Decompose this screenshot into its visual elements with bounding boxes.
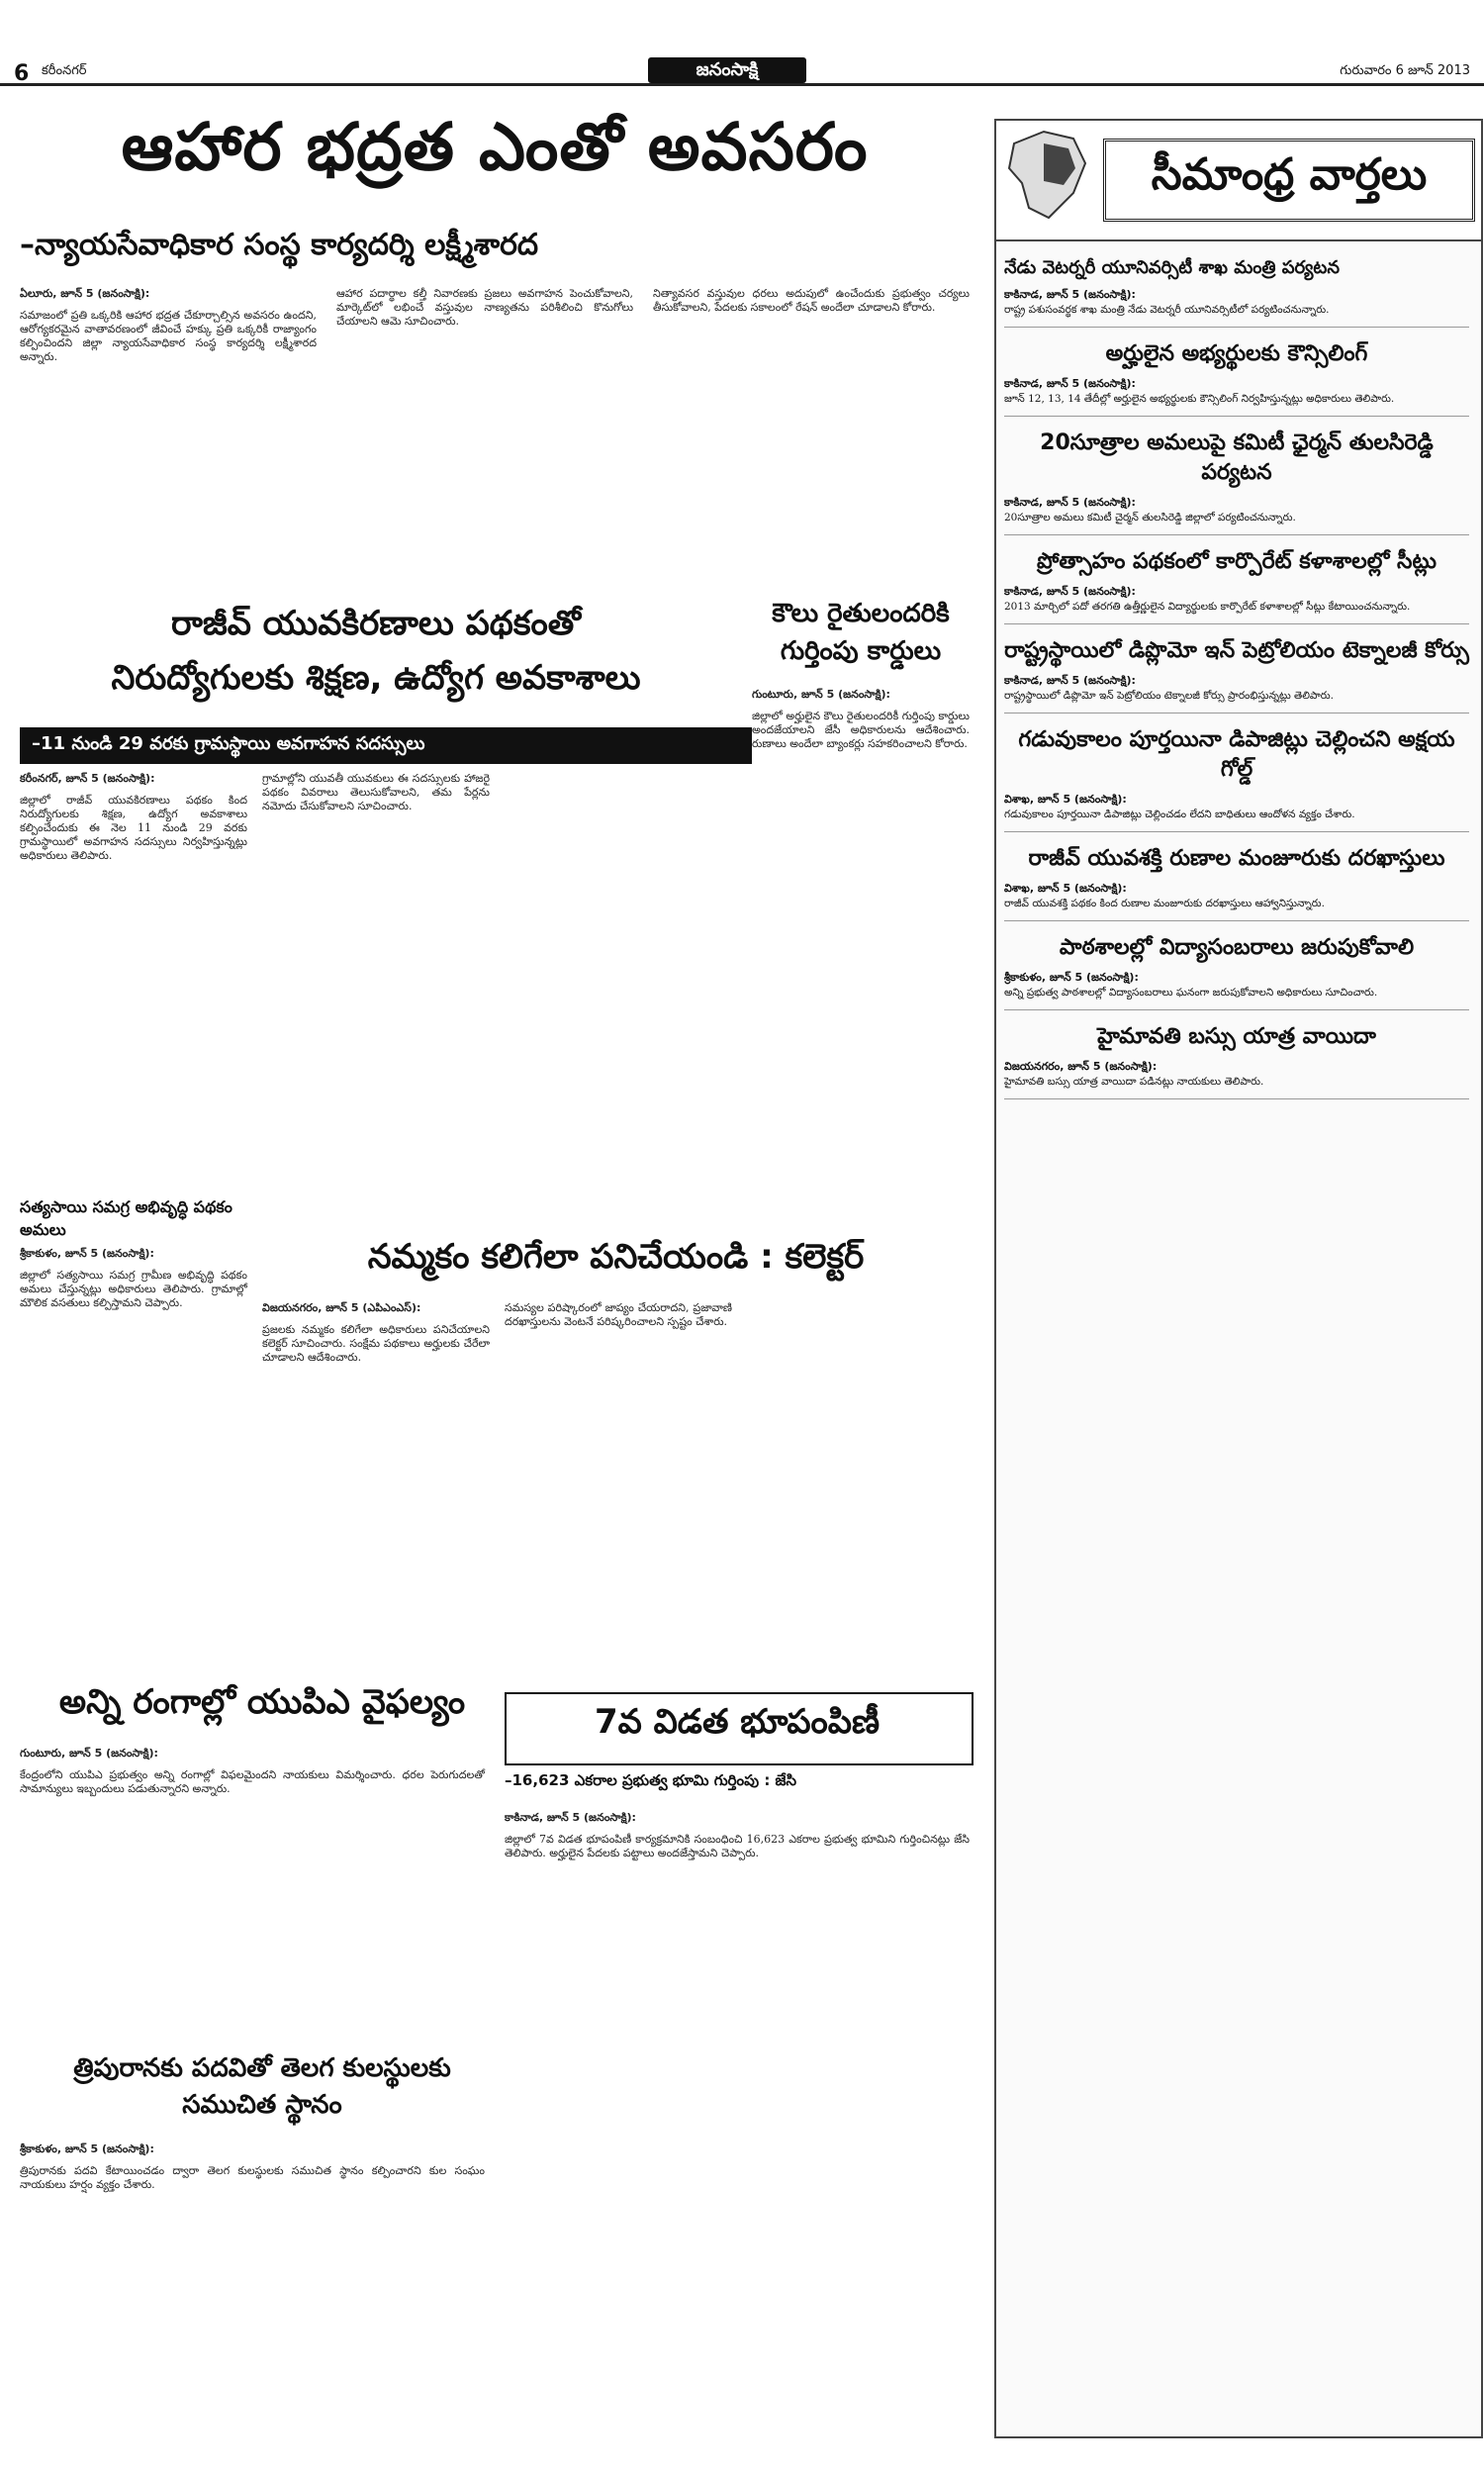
sidebar-story-headline: గడువుకాలం పూర్తయినా డిపాజిట్లు చెల్లించని అక్షయ గోల్డ్: [1018, 727, 1455, 782]
tripurana-body: [20, 2142, 485, 2429]
sidebar-story-headline: రాజీవ్ యువశక్తి రుణాల మంజూరుకు దరఖాస్తులు: [1028, 846, 1445, 871]
koulu-headline-1: కౌలు రైతులందరికి: [772, 599, 950, 628]
bhoomi-headline: 7వ విడత భూపంపిణీ: [594, 1702, 881, 1742]
collector-col-1: [262, 1301, 490, 1628]
upa-dateline: గుంటూరు, జూన్ 5 (జనంసాక్షి):: [20, 1747, 158, 1760]
sidebar-story-dateline: కాకినాడ, జూన్ 5 (జనంసాక్షి):: [1004, 585, 1136, 598]
lead-headline: ఆహార భద్రత ఎంతో అవసరం: [121, 109, 869, 185]
lead-paragraph: నిత్యావసర వస్తువుల ధరలు అదుపులో ఉంచేందుకు ప్రభుత్వం చర్యలు తీసుకోవాలని, పేదలకు సకాలంలో రేషన్ అందేలా చూడాలని కోరారు.: [653, 287, 970, 314]
sidebar-story-text: రాష్ట్ర పశుసంవర్థక శాఖ మంత్రి నేడు వెటర్నరీ యూనివర్సిటీలో పర్యటించనున్నారు.: [1004, 304, 1330, 316]
rajiv-col-2: [262, 772, 490, 1188]
tripurana-paragraph: త్రిపురానకు పదవి కేటాయించడం ద్వారా తెలగ కులస్థులకు సముచిత స్థానం కల్పించారని కుల సంఘం నాయకులు హర్షం వ్యక్తం చేశారు.: [20, 2164, 485, 2191]
sidebar-story: [1004, 257, 1469, 328]
sidebar-story-headline: అర్హులైన అభ్యర్థులకు కౌన్సిలింగ్: [1105, 341, 1368, 366]
koulu-dateline: గుంటూరు, జూన్ 5 (జనంసాక్షి):: [752, 688, 890, 701]
upa-body: [20, 1747, 485, 2044]
tripurana-headline-2: సముచిత స్థానం: [182, 2090, 342, 2120]
tripurana-headline-1: త్రిపురానకు పదవితో తెలగ కులస్థులకు: [73, 2053, 451, 2083]
sidebar-story: [1004, 549, 1469, 624]
sidebar-story-dateline: విజయనగరం, జూన్ 5 (జనంసాక్షి):: [1004, 1060, 1158, 1073]
rajiv-headline-2: నిరుద్యోగులకు శిక్షణ, ఉద్యోగ అవకాశాలు: [111, 658, 641, 698]
andhra-map-icon: [1004, 124, 1093, 228]
sidebar-story-text: 20సూత్రాల అమలు కమిటీ చైర్మన్ తులసిరెడ్డి జిల్లాలో పర్యటించనున్నారు.: [1004, 512, 1296, 523]
lead-dateline: ఏలూరు, జూన్ 5 (జనంసాక్షి):: [20, 287, 150, 300]
upa-paragraph: కేంద్రంలోని యుపిఎ ప్రభుత్వం అన్ని రంగాల్లో విఫలమైందని నాయకులు విమర్శించారు. ధరల పెరుగుదలతో సామాన్యులు ఇబ్బందులు పడుతున్నారని అన్నారు.: [20, 1768, 485, 1795]
upa-headline: అన్ని రంగాల్లో యుపిఎ వైఫల్యం: [58, 1682, 466, 1722]
bhoomi-dateline: కాకినాడ, జూన్ 5 (జనంసాక్షి):: [505, 1811, 636, 1824]
satyasai-body: [20, 1247, 247, 1643]
lead-col-1: [20, 287, 317, 623]
sidebar-story: [1004, 430, 1469, 535]
lead-paragraph: సమాజంలో ప్రతి ఒక్కరికి ఆహార భద్రత చేకూర్చాల్సిన అవసరం ఉందని, ఆరోగ్యకరమైన వాతావరణంలో జీవించే హక్కు ప్రతి ఒక్కరికీ రాజ్యాంగం కల్పించిందని జిల్లా న్యాయసేవాధికార సంస్థ కార్యదర్శి లక్ష్మీశారద అన్నారు.: [20, 309, 317, 363]
lead-subhead: –న్యాయసేవాధికార సంస్థ కార్యదర్శి లక్ష్మీశారద: [20, 228, 539, 262]
collector-headline: నమ్మకం కలిగేలా పనిచేయండి : కలెక్టర్: [367, 1237, 865, 1277]
rajiv-bar: –11 నుండి 29 వరకు గ్రామస్థాయి అవగాహన సదస్సులు: [20, 727, 752, 764]
sidebar-stories: [1004, 257, 1469, 2425]
rajiv-headline-1: రాజీవ్ యువకిరణాలు పథకంతో: [171, 604, 581, 643]
rajiv-dateline: కరీంనగర్, జూన్ 5 (జనంసాక్షి):: [20, 772, 155, 785]
sidebar-story-headline: రాష్ట్రస్థాయిలో డిప్లొమో ఇన్ పెట్రోలియం టెక్నాలజీ కోర్సు: [1004, 638, 1469, 663]
bhoomi-paragraph: జిల్లాలో 7వ విడత భూపంపిణీ కార్యక్రమానికి సంబంధించి 16,623 ఎకరాల ప్రభుత్వ భూమిని గుర్తించినట్లు జేసి తెలిపారు. అర్హులైన పేదలకు పట్టాలు అందజేస్తామని చెప్పారు.: [505, 1833, 970, 1859]
sidebar-story-text: రాజీవ్ యువశక్తి పథకం కింద రుణాల మంజూరుకు దరఖాస్తులు ఆహ్వానిస్తున్నారు.: [1004, 898, 1325, 909]
edition-city: కరీంనగర్: [42, 63, 87, 78]
sidebar-story: [1004, 1024, 1469, 1099]
lead-paragraph: ఆహార పదార్థాల కల్తీ నివారణకు ప్రజలు అవగాహన పెంచుకోవాలని, మార్కెట్‌లో లభించే వస్తువుల నాణ్యతను పరిశీలించి కొనుగోలు చేయాలని ఆమె సూచించారు.: [336, 287, 633, 328]
sidebar-story-headline: నేడు వెటర్నరీ యూనివర్సిటీ శాఖ మంత్రి పర్యటన: [1004, 257, 1340, 278]
koulu-headline-2: గుర్తింపు కార్డులు: [780, 636, 942, 666]
rajiv-paragraph: గ్రామాల్లోని యువతీ యువకులు ఈ సదస్సులకు హాజరై పథకం వివరాలు తెలుసుకోవాలని, తమ పేర్లను నమోదు చేసుకోవాలని సూచించారు.: [262, 772, 490, 812]
sidebar-story-dateline: కాకినాడ, జూన్ 5 (జనంసాక్షి):: [1004, 674, 1136, 687]
sidebar-story-dateline: శ్రీకాకుళం, జూన్ 5 (జనంసాక్షి):: [1004, 971, 1139, 984]
sidebar-story-dateline: కాకినాడ, జూన్ 5 (జనంసాక్షి):: [1004, 288, 1136, 301]
sidebar-story-headline: 20సూత్రాల అమలుపై కమిటీ ఛైర్మన్ తులసిరెడ్డి పర్యటన: [1040, 430, 1434, 485]
sidebar-story-headline: ప్రోత్సాహం పథకంలో కార్పొరేట్ కళాశాలల్లో సీట్లు: [1036, 549, 1438, 574]
lead-col-3: [653, 287, 970, 623]
rajiv-paragraph: జిల్లాలో రాజీవ్ యువకిరణాలు పథకం కింద నిరుద్యోగులకు శిక్షణ, ఉద్యోగ అవకాశాలు కల్పించేందుకు ఈ నెల 11 నుండి 29 వరకు గ్రామస్థాయిలో అవగాహన సదస్సులు నిర్వహిస్తున్నట్లు అధికారులు తెలిపారు.: [20, 794, 247, 862]
sidebar-story-text: అన్ని ప్రభుత్వ పాఠశాలల్లో విద్యాసంబరాలు ఘనంగా జరుపుకోవాలని అధికారులు సూచించారు.: [1004, 987, 1378, 999]
issue-date: గురువారం 6 జూన్ 2013: [1340, 63, 1470, 78]
sidebar-story: [1004, 846, 1469, 921]
bhoomi-subhead: –16,623 ఎకరాల ప్రభుత్వ భూమి గుర్తింపు : జేసి: [505, 1771, 797, 1789]
sidebar-story-dateline: కాకినాడ, జూన్ 5 (జనంసాక్షి):: [1004, 496, 1136, 509]
masthead-logo: జనంసాక్షి: [648, 57, 806, 83]
tripurana-dateline: శ్రీకాకుళం, జూన్ 5 (జనంసాక్షి):: [20, 2142, 154, 2155]
satyasai-headline: సత్యసాయి సమగ్ర అభివృద్ధి పథకం అమలు: [20, 1197, 232, 1239]
collector-paragraph: సమస్యల పరిష్కారంలో జాప్యం చేయరాదని, ప్రజావాణి దరఖాస్తులను వెంటనే పరిష్కరించాలని స్పష్టం చేశారు.: [505, 1301, 732, 1328]
sidebar-story-headline: పాఠశాలల్లో విద్యాసంబరాలు జరుపుకోవాలి: [1059, 935, 1415, 960]
sidebar-story: [1004, 935, 1469, 1010]
page-number: 6: [14, 61, 30, 86]
sidebar-story-dateline: కాకినాడ, జూన్ 5 (జనంసాక్షి):: [1004, 377, 1136, 390]
sidebar-story: [1004, 638, 1469, 714]
rajiv-col-1: [20, 772, 247, 1188]
bhoomi-body: [505, 1811, 970, 2425]
sidebar-story: [1004, 727, 1469, 832]
satyasai-paragraph: జిల్లాలో సత్యసాయి సమగ్ర గ్రామీణ అభివృద్ధి పథకం అమలు చేస్తున్నట్లు అధికారులు తెలిపారు. గ్రామాల్లో మౌలిక వసతులు కల్పిస్తామని చెప్పారు.: [20, 1269, 247, 1309]
collector-col-2: [505, 1301, 732, 1628]
sidebar-title: సీమాంధ్ర వార్తలు: [1103, 139, 1475, 222]
sidebar-story-dateline: విశాఖ, జూన్ 5 (జనంసాక్షి):: [1004, 882, 1127, 895]
collector-dateline: విజయనగరం, జూన్ 5 (ఎపిఎంఎస్):: [262, 1301, 421, 1314]
lead-col-2: [336, 287, 633, 623]
sidebar-story: [1004, 341, 1469, 417]
satyasai-dateline: శ్రీకాకుళం, జూన్ 5 (జనంసాక్షి):: [20, 1247, 154, 1260]
sidebar-story-text: 2013 మార్చిలో పదో తరగతి ఉత్తీర్ణులైన విద్యార్థులకు కార్పొరేట్ కళాశాలల్లో సీట్లు కేటాయించనున్నారు.: [1004, 601, 1411, 613]
sidebar-story-headline: హైమావతి బస్సు యాత్ర వాయిదా: [1097, 1024, 1376, 1049]
koulu-body: [752, 688, 970, 1183]
sidebar-story-text: జూన్ 12, 13, 14 తేదీల్లో అర్హులైన అభ్యర్థులకు కౌన్సిలింగ్ నిర్వహిస్తున్నట్లు అధికారులు తెలిపారు.: [1004, 393, 1395, 405]
sidebar-story-text: గడువుకాలం పూర్తయినా డిపాజిట్లు చెల్లించడం లేదని బాధితులు ఆందోళన వ్యక్తం చేశారు.: [1004, 809, 1355, 820]
sidebar-story-text: రాష్ట్రస్థాయిలో డిప్లొమో ఇన్ పెట్రోలియం టెక్నాలజీ కోర్సు ప్రారంభిస్తున్నట్లు తెలిపారు.: [1004, 690, 1334, 702]
koulu-paragraph: జిల్లాలో అర్హులైన కౌలు రైతులందరికీ గుర్తింపు కార్డులు అందజేయాలని జేసీ అధికారులను ఆదేశించారు. రుణాలు అందేలా బ్యాంకర్లు సహకరించాలని కోరారు.: [752, 710, 970, 750]
sidebar-story-text: హైమావతి బస్సు యాత్ర వాయిదా పడినట్లు నాయకులు తెలిపారు.: [1004, 1076, 1264, 1088]
collector-paragraph: ప్రజలకు నమ్మకం కలిగేలా అధికారులు పనిచేయాలని కలెక్టర్ సూచించారు. సంక్షేమ పథకాలు అర్హులకు చేరేలా చూడాలని ఆదేశించారు.: [262, 1323, 490, 1364]
sidebar-story-dateline: విశాఖ, జూన్ 5 (జనంసాక్షి):: [1004, 793, 1127, 806]
